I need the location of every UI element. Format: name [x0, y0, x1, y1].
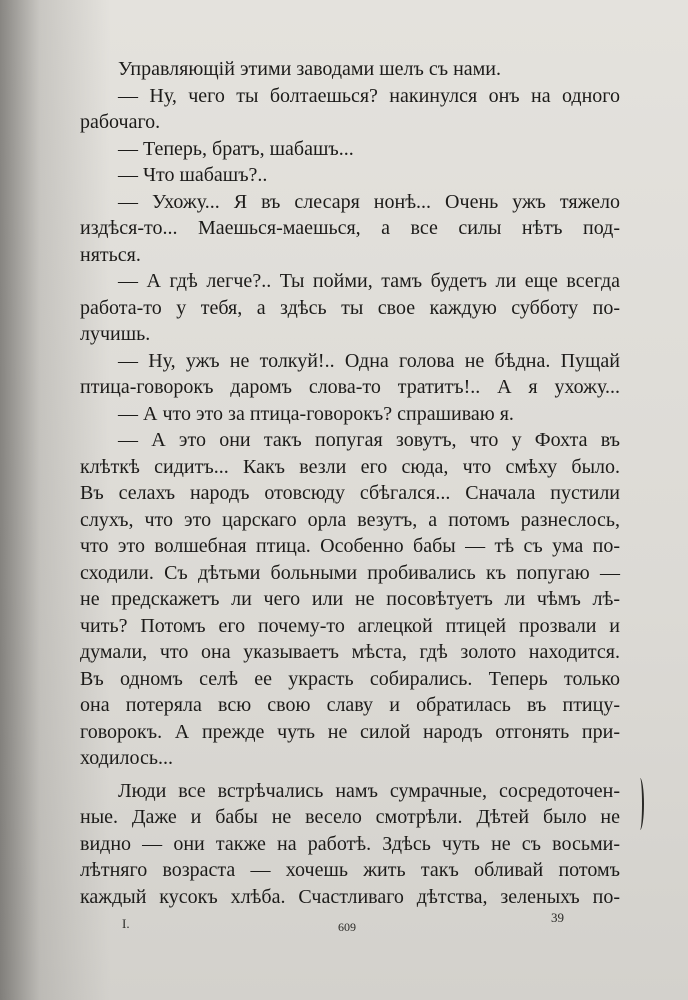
page-number: 609 — [338, 920, 356, 934]
text-line: — Ну, ужъ не толкуй!.. Одна голова не бѣдна. Пущай — [118, 349, 620, 372]
margin-pencil-mark — [636, 778, 644, 830]
text-line: говорокъ. А прежде чуть не силой народъ отгонять при- — [80, 720, 620, 743]
text-line: видно — они также на работѣ. Здѣсь чуть не съ восьми- — [80, 832, 620, 855]
text-line: слухъ, что это царскаго орла везутъ, а потомъ разнеслось, — [80, 508, 620, 531]
text-line: издѣся-то... Маешься-маешься, а все силы нѣтъ под- — [80, 217, 620, 239]
text-line: — А гдѣ легче?.. Ты пойми, тамъ будетъ ли еще всегда — [118, 270, 620, 292]
text-line: лучишь. — [80, 323, 151, 345]
text-line: Люди все встрѣчались намъ сумрачные, сосредоточен- — [118, 779, 620, 802]
signature-mark-left: I. — [122, 916, 130, 931]
text-line: ходилось... — [80, 747, 174, 769]
text-line: она потеряла всю свою славу и обратилась въ птицу- — [80, 694, 620, 716]
text-line: ные. Даже и бабы не весело смотрѣли. Дѣтей было не — [80, 806, 620, 828]
text-line: Въ селахъ народъ отовсюду сбѣгался... Сначала пустили — [80, 482, 620, 504]
text-line: лѣтняго возраста — хочешь жить такъ обливай потомъ — [80, 859, 620, 881]
text-line: — Ухожу... Я въ слесаря нонѣ... Очень ужъ тяжело — [118, 190, 620, 213]
text-line: что это волшебная птица. Особенно бабы — тѣ съ ума по- — [80, 535, 620, 557]
text-line: — А это они такъ попугая зовутъ, что у Фохта въ — [118, 429, 620, 451]
text-line: — Теперь, братъ, шабашъ... — [118, 137, 354, 160]
text-line: сходили. Съ дѣтьми больными пробивались къ попугаю — — [80, 561, 620, 584]
text-line: рабочаго. — [80, 111, 161, 133]
page-text — [80, 56, 620, 910]
signature-mark-right: 39 — [551, 910, 564, 925]
text-line: Въ одномъ селѣ ее украсть собирались. Теперь только — [80, 667, 620, 690]
text-line: птица-говорокъ даромъ слова-то тратитъ!.. А я ухожу... — [80, 376, 620, 398]
text-line: думали, что она указываетъ мѣста, гдѣ золото находится. — [80, 641, 620, 663]
text-line: клѣткѣ сидитъ... Какъ везли его сюда, что смѣху было. — [80, 455, 620, 478]
text-line: — Ну, чего ты болтаешься? накинулся онъ на одного — [118, 84, 620, 107]
text-line: каждый кусокъ хлѣба. Счастливаго дѣтства, зеленыхъ по- — [80, 885, 620, 908]
text-line: не предскажетъ ли чего или не посовѣтуетъ ли чѣмъ лѣ- — [80, 588, 620, 610]
text-line: чить? Потомъ его почему-то аглецкой птицей прозвали и — [80, 614, 620, 637]
text-line: няться. — [80, 243, 141, 266]
page-footer — [0, 910, 688, 940]
text-line: работа-то у тебя, а здѣсь ты свое каждую субботу по- — [80, 296, 620, 319]
text-line: Управляющій этими заводами шелъ съ нами. — [118, 58, 502, 80]
text-line: — А что это за птица-говорокъ? спрашиваю я. — [118, 402, 514, 425]
text-line: — Что шабашъ?.. — [118, 164, 268, 186]
